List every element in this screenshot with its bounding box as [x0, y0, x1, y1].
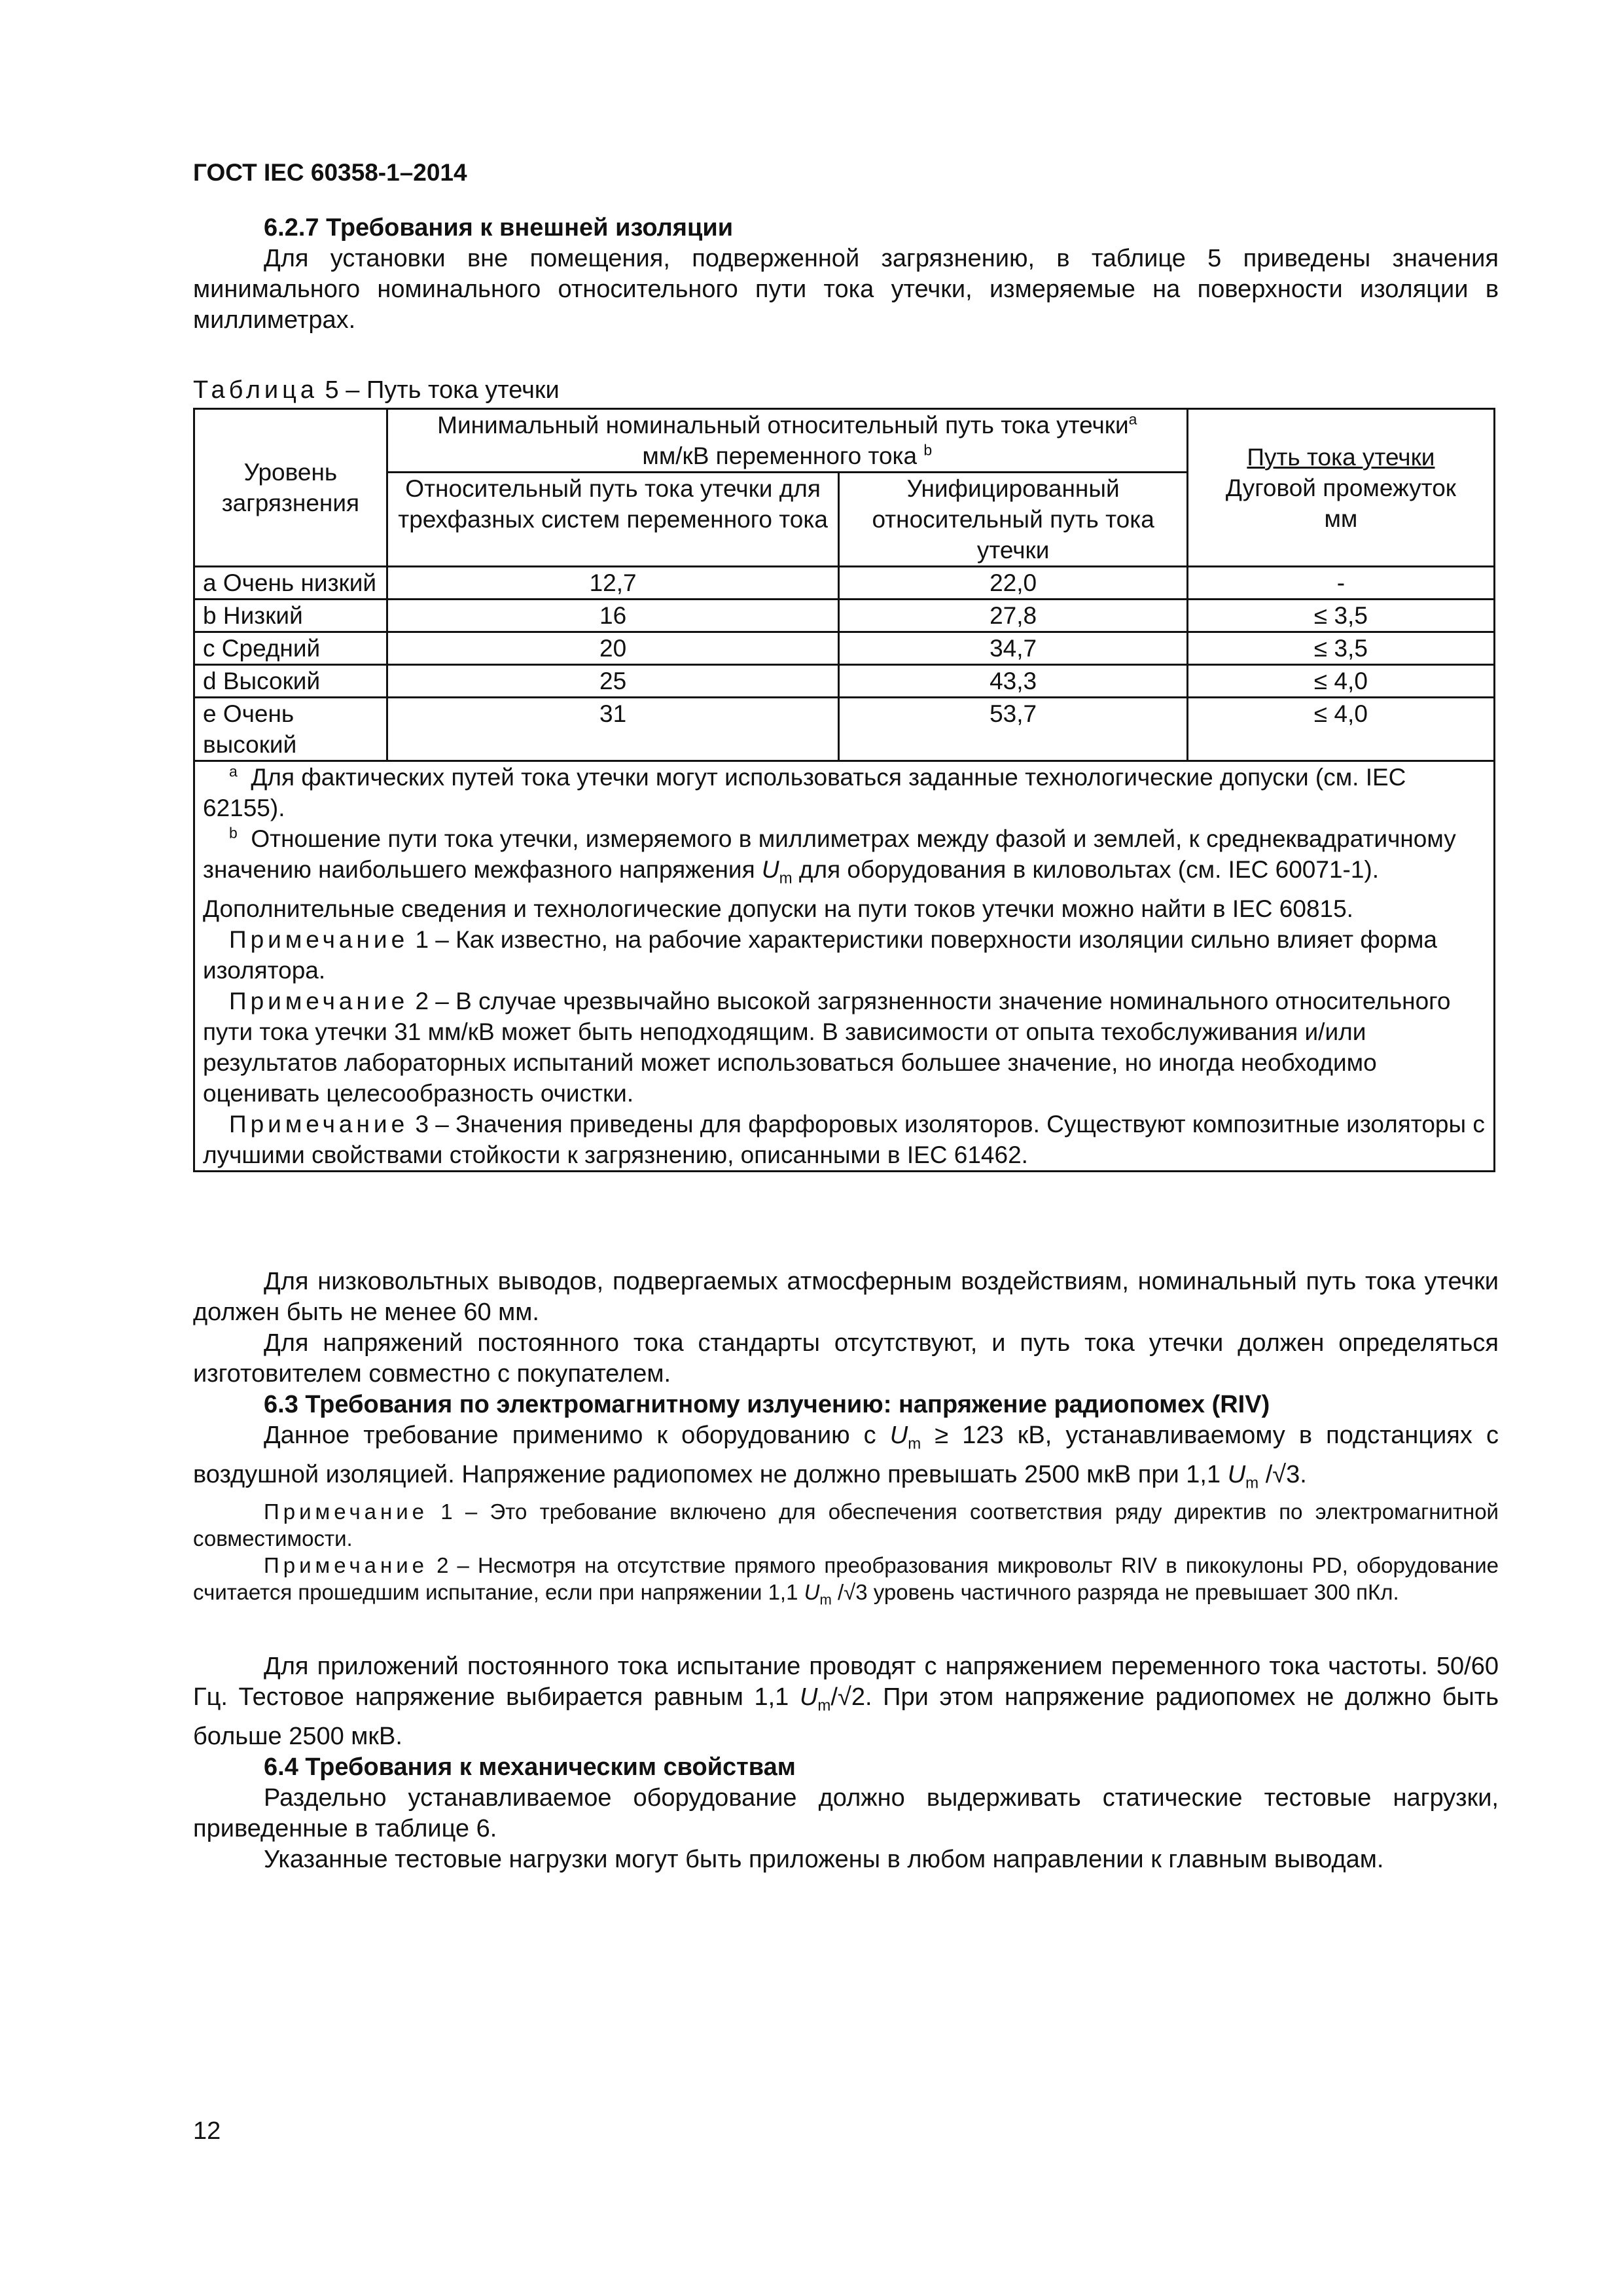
table-row: [194, 567, 1495, 600]
cell-relative: 20: [387, 632, 839, 665]
table-row: [194, 698, 1495, 761]
cell-relative: 12,7: [387, 567, 839, 600]
table-row: [194, 632, 1495, 665]
section-6-2-7: [193, 213, 1499, 336]
header-min-creepage: Минимальный номинальный относительный путь тока утечки$^a$ мм/кВ переменного тока $^b$: [387, 409, 1187, 473]
table-row: [194, 600, 1495, 632]
table-note-2: Примечание 2 – В случае чрезвычайно высокой загрязненности значение номинального относительного пути тока утечки 31 мм/кВ может быть неподходящим. В зависимости от опыта техобслуживания и/или результатов лабораторных испытаний может использоваться большее значение, но иногда необходимо оценивать целесообразность очистки.: [203, 988, 1451, 1107]
table-caption-text: 5 – Путь тока утечки: [318, 376, 560, 404]
creepage-table: [193, 408, 1495, 1172]
table-note-1: Примечание 1 – Как известно, на рабочие характеристики поверхности изоляции сильно влияет форма изолятора.: [203, 926, 1437, 984]
cell-relative: 25: [387, 665, 839, 698]
cell-arc: ≤ 4,0: [1187, 698, 1494, 761]
header-unified-creepage: Унифицированный относительный путь тока утечки: [839, 473, 1187, 567]
note: Примечание 1 – Это требование включено для обеспечения соответствия ряду директив по электромагнитной совместимости.: [193, 1499, 1499, 1551]
section-after-table: [193, 1266, 1499, 1613]
paragraph: Для низковольтных выводов, подвергаемых атмосферным воздействиям, номинальный путь тока утечки должен быть не менее 60 мм.: [193, 1268, 1499, 1326]
cell-level: d Высокий: [194, 665, 387, 698]
table-footnotes: [194, 761, 1495, 1172]
header-relative-creepage: Относительный путь тока утечки для трехфазных систем переменного тока: [387, 473, 839, 567]
header-pollution-level: Уровень загрязнения: [194, 409, 387, 567]
paragraph: Раздельно устанавливаемое оборудование должно выдерживать статические тестовые нагрузки, приведенные в таблице 6.: [193, 1784, 1499, 1842]
cell-relative: 16: [387, 600, 839, 632]
header-arc-gap: Путь тока утечки Дуговой промежуток мм: [1187, 409, 1494, 567]
page-number: 12: [193, 2117, 221, 2145]
table-caption: [193, 375, 1499, 406]
paragraph: Для приложений постоянного тока испытание проводят с напряжением переменного тока частоты. 50/60 Гц. Тестовое напряжение выбирается равным 1,1 $U_m/√2$. При этом напряжение радиопомех не должно быть больше 2500 мкВ.: [193, 1653, 1499, 1750]
table-note-3: Примечание 3 – Значения приведены для фарфоровых изоляторов. Существуют композитные изоляторы с лучшими свойствами стойкости к загрязнению, описанными в IEC 61462.: [203, 1111, 1485, 1169]
cell-unified: 53,7: [839, 698, 1187, 761]
footnote-a: $^a$ Для фактических путей тока утечки могут использоваться заданные технологические допуски (см. IEC 62155).: [203, 762, 1406, 821]
paragraph: Для напряжений постоянного тока стандарты отсутствуют, и путь тока утечки должен определяться изготовителем совместно с покупателем.: [193, 1329, 1499, 1388]
note: Примечание 2 – Несмотря на отсутствие прямого преобразования микровольт RIV в пикокулоны PD, оборудование считается прошедшим испытание, если при напряжении 1,1 $U_m$ /√3 уровень частичного разряда не превышает 300 пКл.: [193, 1553, 1499, 1608]
cell-unified: 27,8: [839, 600, 1187, 632]
cell-arc: ≤ 3,5: [1187, 632, 1494, 665]
cell-unified: 22,0: [839, 567, 1187, 600]
cell-unified: 43,3: [839, 665, 1187, 698]
section-6-3-cont: [193, 1651, 1499, 1875]
section-title: 6.3 Требования по электромагнитному излучению: напряжение радиопомех (RIV): [264, 1391, 1270, 1418]
section-title: 6.2.7 Требования к внешней изоляции: [264, 214, 734, 242]
footnote-b: $^b$ Отношение пути тока утечки, измеряемого в миллиметрах между фазой и землей, к среднеквадратичному значению наибольшего межфазного напряжения $U_m$ для оборудования в киловольтах (см. IEC 60071-1). Дополнительные сведения и технологические допуски на пути токов утечки можно найти в IEC 60815.: [203, 824, 1456, 923]
cell-arc: ≤ 3,5: [1187, 600, 1494, 632]
cell-relative: 31: [387, 698, 839, 761]
table-row: [194, 665, 1495, 698]
document-header: ГОСТ IEC 60358-1–2014: [193, 159, 467, 186]
cell-arc: -: [1187, 567, 1494, 600]
section-title: 6.4 Требования к механическим свойствам: [264, 1753, 796, 1781]
cell-arc: ≤ 4,0: [1187, 665, 1494, 698]
cell-level: a Очень низкий: [194, 567, 387, 600]
cell-level: c Средний: [194, 632, 387, 665]
table-caption-label: Таблица: [193, 376, 318, 404]
cell-level: e Очень высокий: [194, 698, 387, 761]
cell-level: b Низкий: [194, 600, 387, 632]
cell-unified: 34,7: [839, 632, 1187, 665]
paragraph: Данное требование применимо к оборудованию с $U_m \ge 123$ кВ, устанавливаемому в подстанциях с воздушной изоляцией. Напряжение радиопомех не должно превышать 2500 мкВ при 1,1 $U_m$ /√3.: [193, 1422, 1499, 1492]
paragraph: Указанные тестовые нагрузки могут быть приложены в любом направлении к главным выводам.: [264, 1845, 1384, 1873]
paragraph: Для установки вне помещения, подверженной загрязнению, в таблице 5 приведены значения минимального номинального относительного пути тока утечки, измеряемые на поверхности изоляции в миллиметрах.: [193, 245, 1499, 334]
